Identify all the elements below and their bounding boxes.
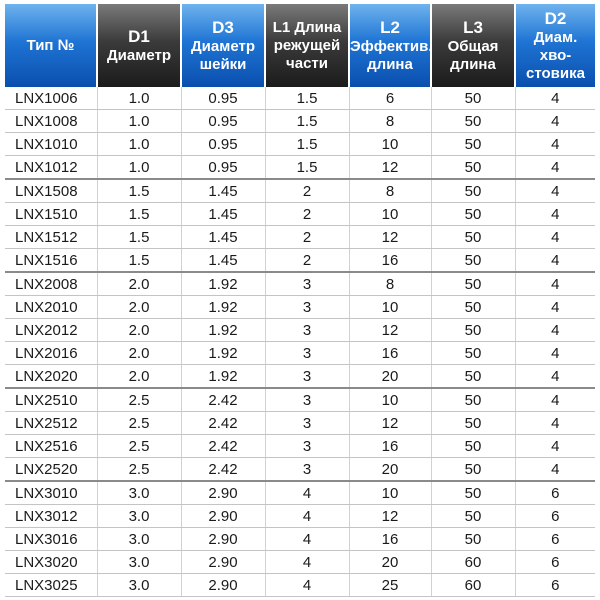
column-label: Эффектив. длина (350, 37, 433, 73)
value-cell: 1.5 (97, 226, 181, 249)
value-cell: 3 (265, 435, 349, 458)
value-cell: 4 (515, 87, 595, 110)
value-cell: 50 (431, 133, 515, 156)
value-cell: 50 (431, 87, 515, 110)
value-cell: 2.5 (97, 388, 181, 412)
type-number-cell: LNX3012 (5, 505, 97, 528)
value-cell: 1.45 (181, 203, 265, 226)
value-cell: 50 (431, 110, 515, 133)
table-row (5, 435, 595, 458)
value-cell: 0.95 (181, 156, 265, 180)
value-cell: 1.92 (181, 296, 265, 319)
table-row (5, 365, 595, 389)
value-cell: 12 (349, 505, 431, 528)
value-cell: 4 (515, 179, 595, 203)
value-cell: 3.0 (97, 551, 181, 574)
value-cell: 1.92 (181, 319, 265, 342)
value-cell: 60 (431, 574, 515, 597)
value-cell: 16 (349, 528, 431, 551)
value-cell: 1.5 (97, 179, 181, 203)
column-label: Диаметр шейки (191, 37, 255, 73)
column-label: Диаметр (107, 46, 171, 64)
type-number-cell: LNX2020 (5, 365, 97, 389)
value-cell: 4 (265, 528, 349, 551)
value-cell: 3 (265, 296, 349, 319)
value-cell: 12 (349, 226, 431, 249)
value-cell: 50 (431, 365, 515, 389)
value-cell: 4 (515, 133, 595, 156)
type-number-cell: LNX1012 (5, 156, 97, 180)
column-label: Тип № (26, 36, 75, 54)
value-cell: 2.0 (97, 342, 181, 365)
column-header-0 (5, 4, 97, 87)
value-cell: 4 (515, 156, 595, 180)
value-cell: 2.0 (97, 272, 181, 296)
value-cell: 20 (349, 365, 431, 389)
value-cell: 4 (515, 272, 595, 296)
value-cell: 3 (265, 458, 349, 482)
value-cell: 1.5 (265, 156, 349, 180)
value-cell: 50 (431, 296, 515, 319)
value-cell: 1.5 (265, 133, 349, 156)
table-row (5, 133, 595, 156)
value-cell: 60 (431, 551, 515, 574)
table-row (5, 87, 595, 110)
column-label: Общая длина (447, 37, 499, 73)
table-row (5, 481, 595, 505)
value-cell: 50 (431, 435, 515, 458)
value-cell: 20 (349, 551, 431, 574)
type-number-cell: LNX3010 (5, 481, 97, 505)
type-number-cell: LNX2516 (5, 435, 97, 458)
table-header (5, 4, 595, 87)
type-number-cell: LNX1006 (5, 87, 97, 110)
value-cell: 2.90 (181, 481, 265, 505)
table-row (5, 458, 595, 482)
value-cell: 8 (349, 272, 431, 296)
value-cell: 2 (265, 179, 349, 203)
value-cell: 50 (431, 226, 515, 249)
table-row (5, 156, 595, 180)
value-cell: 2 (265, 249, 349, 273)
table-row (5, 505, 595, 528)
value-cell: 3 (265, 365, 349, 389)
value-cell: 4 (265, 574, 349, 597)
value-cell: 4 (515, 226, 595, 249)
type-number-cell: LNX1510 (5, 203, 97, 226)
value-cell: 1.92 (181, 365, 265, 389)
table-row (5, 388, 595, 412)
value-cell: 3 (265, 388, 349, 412)
value-cell: 50 (431, 388, 515, 412)
value-cell: 2 (265, 226, 349, 249)
value-cell: 10 (349, 296, 431, 319)
value-cell: 1.0 (97, 133, 181, 156)
value-cell: 0.95 (181, 133, 265, 156)
value-cell: 1.0 (97, 110, 181, 133)
table-row (5, 110, 595, 133)
value-cell: 3 (265, 342, 349, 365)
type-number-cell: LNX2012 (5, 319, 97, 342)
value-cell: 6 (515, 574, 595, 597)
value-cell: 4 (515, 388, 595, 412)
value-cell: 10 (349, 388, 431, 412)
spec-table (5, 4, 595, 597)
value-cell: 6 (349, 87, 431, 110)
value-cell: 50 (431, 481, 515, 505)
value-cell: 2.0 (97, 296, 181, 319)
value-cell: 4 (265, 551, 349, 574)
table-row (5, 551, 595, 574)
column-header-3 (265, 4, 349, 87)
table-row (5, 249, 595, 273)
value-cell: 2.42 (181, 412, 265, 435)
value-cell: 4 (265, 481, 349, 505)
value-cell: 10 (349, 481, 431, 505)
value-cell: 3.0 (97, 481, 181, 505)
value-cell: 50 (431, 505, 515, 528)
value-cell: 16 (349, 249, 431, 273)
value-cell: 2.42 (181, 435, 265, 458)
value-cell: 12 (349, 319, 431, 342)
type-number-cell: LNX1512 (5, 226, 97, 249)
value-cell: 50 (431, 179, 515, 203)
value-cell: 1.5 (97, 203, 181, 226)
value-cell: 1.0 (97, 87, 181, 110)
value-cell: 3 (265, 272, 349, 296)
value-cell: 50 (431, 458, 515, 482)
value-cell: 1.45 (181, 249, 265, 273)
value-cell: 1.5 (97, 249, 181, 273)
type-number-cell: LNX3020 (5, 551, 97, 574)
value-cell: 0.95 (181, 110, 265, 133)
table-row (5, 179, 595, 203)
value-cell: 2.42 (181, 388, 265, 412)
table-row (5, 574, 595, 597)
type-number-cell: LNX2520 (5, 458, 97, 482)
value-cell: 16 (349, 342, 431, 365)
value-cell: 4 (515, 342, 595, 365)
value-cell: 2.0 (97, 365, 181, 389)
column-label: L1 Длина режущей части (272, 18, 342, 72)
table-row (5, 412, 595, 435)
value-cell: 8 (349, 179, 431, 203)
value-cell: 1.45 (181, 179, 265, 203)
value-cell: 3.0 (97, 574, 181, 597)
value-cell: 3 (265, 319, 349, 342)
value-cell: 2.5 (97, 435, 181, 458)
type-number-cell: LNX3016 (5, 528, 97, 551)
value-cell: 12 (349, 156, 431, 180)
type-number-cell: LNX3025 (5, 574, 97, 597)
value-cell: 50 (431, 528, 515, 551)
column-header-2 (181, 4, 265, 87)
value-cell: 1.5 (265, 110, 349, 133)
value-cell: 2.90 (181, 574, 265, 597)
value-cell: 2 (265, 203, 349, 226)
table-body (5, 87, 595, 597)
value-cell: 1.45 (181, 226, 265, 249)
value-cell: 4 (515, 296, 595, 319)
table-row (5, 319, 595, 342)
value-cell: 4 (515, 412, 595, 435)
value-cell: 50 (431, 249, 515, 273)
type-number-cell: LNX2510 (5, 388, 97, 412)
value-cell: 2.5 (97, 458, 181, 482)
value-cell: 20 (349, 458, 431, 482)
value-cell: 50 (431, 342, 515, 365)
value-cell: 1.92 (181, 342, 265, 365)
value-cell: 50 (431, 203, 515, 226)
value-cell: 50 (431, 319, 515, 342)
value-cell: 2.90 (181, 551, 265, 574)
type-number-cell: LNX1508 (5, 179, 97, 203)
column-symbol: L3 (463, 17, 483, 37)
value-cell: 10 (349, 133, 431, 156)
type-number-cell: LNX2016 (5, 342, 97, 365)
value-cell: 3 (265, 412, 349, 435)
value-cell: 50 (431, 272, 515, 296)
value-cell: 16 (349, 435, 431, 458)
value-cell: 6 (515, 505, 595, 528)
column-header-5 (431, 4, 515, 87)
column-symbol: L2 (380, 17, 400, 37)
value-cell: 4 (515, 319, 595, 342)
table-row (5, 342, 595, 365)
table-row (5, 528, 595, 551)
value-cell: 10 (349, 203, 431, 226)
value-cell: 6 (515, 528, 595, 551)
value-cell: 6 (515, 551, 595, 574)
column-header-1 (97, 4, 181, 87)
type-number-cell: LNX2512 (5, 412, 97, 435)
value-cell: 2.42 (181, 458, 265, 482)
type-number-cell: LNX1516 (5, 249, 97, 273)
value-cell: 1.5 (265, 87, 349, 110)
value-cell: 3.0 (97, 505, 181, 528)
column-symbol: D1 (128, 26, 150, 46)
column-symbol: D3 (212, 17, 234, 37)
type-number-cell: LNX2010 (5, 296, 97, 319)
value-cell: 4 (265, 505, 349, 528)
column-header-6 (515, 4, 595, 87)
value-cell: 50 (431, 156, 515, 180)
value-cell: 3.0 (97, 528, 181, 551)
header-row (5, 4, 595, 87)
column-header-4 (349, 4, 431, 87)
value-cell: 2.5 (97, 412, 181, 435)
value-cell: 0.95 (181, 87, 265, 110)
value-cell: 8 (349, 110, 431, 133)
value-cell: 4 (515, 435, 595, 458)
type-number-cell: LNX1008 (5, 110, 97, 133)
type-number-cell: LNX1010 (5, 133, 97, 156)
value-cell: 2.0 (97, 319, 181, 342)
value-cell: 4 (515, 110, 595, 133)
value-cell: 2.90 (181, 528, 265, 551)
value-cell: 1.92 (181, 272, 265, 296)
table-row (5, 272, 595, 296)
value-cell: 4 (515, 365, 595, 389)
column-symbol: D2 (544, 8, 567, 28)
type-number-cell: LNX2008 (5, 272, 97, 296)
value-cell: 4 (515, 458, 595, 482)
value-cell: 6 (515, 481, 595, 505)
value-cell: 25 (349, 574, 431, 597)
table-row (5, 226, 595, 249)
column-label: Диам. хво-стовика (526, 28, 585, 82)
table-row (5, 296, 595, 319)
value-cell: 50 (431, 412, 515, 435)
value-cell: 4 (515, 203, 595, 226)
table-row (5, 203, 595, 226)
value-cell: 12 (349, 412, 431, 435)
value-cell: 4 (515, 249, 595, 273)
value-cell: 1.0 (97, 156, 181, 180)
value-cell: 2.90 (181, 505, 265, 528)
